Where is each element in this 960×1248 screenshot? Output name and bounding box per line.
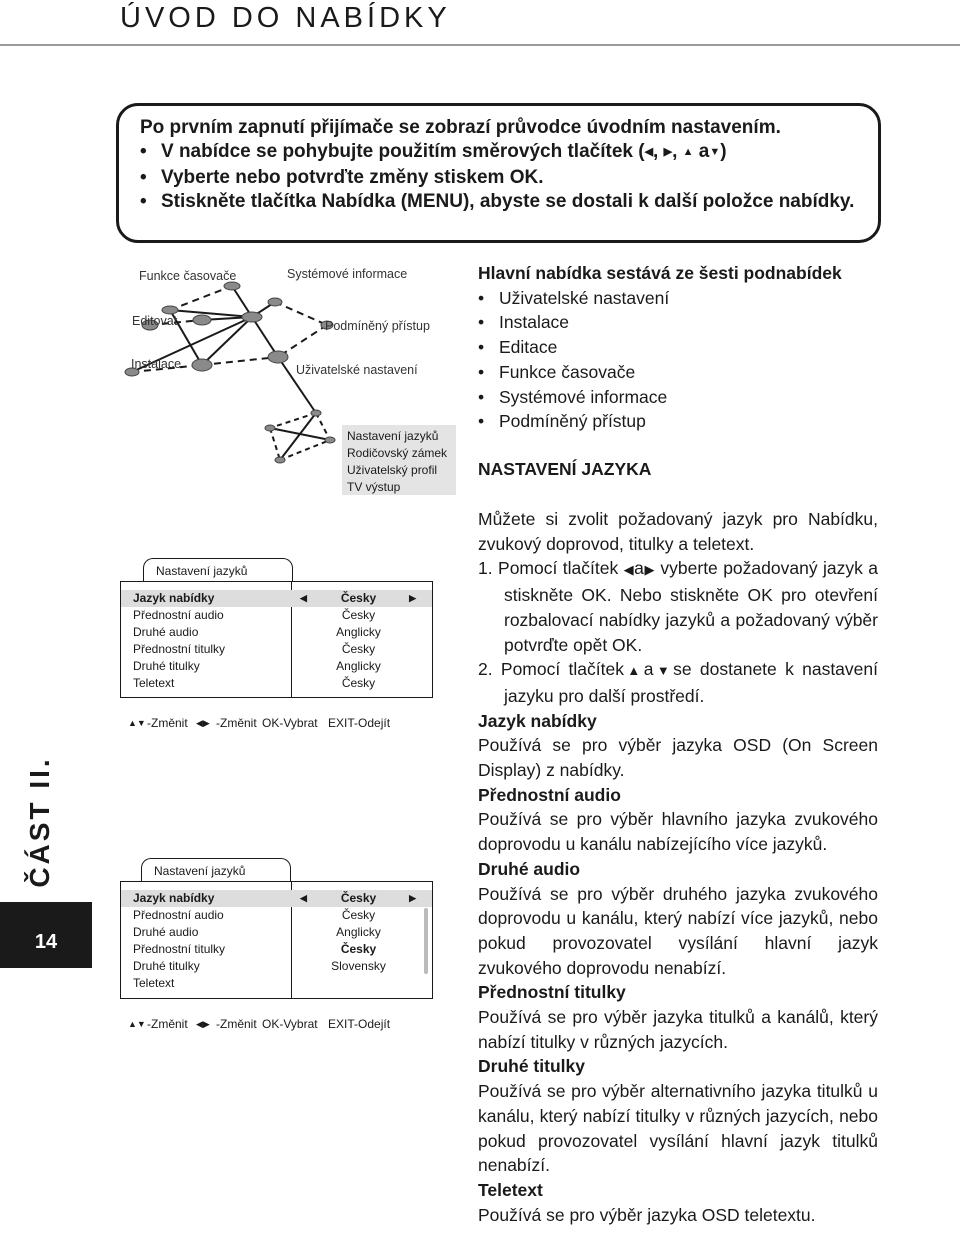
diagram-label-conditional-access: Podmíněný přístup bbox=[325, 319, 430, 333]
left-right-arrow-icon: ◀▶ bbox=[196, 1019, 210, 1029]
section-text: Používá se pro výběr hlavního jazyka zvukového doprovodu u kanálu nabízejícího více jazyků. bbox=[478, 809, 878, 855]
section-heading: Druhé titulky bbox=[478, 1056, 585, 1077]
language-menu-2 bbox=[120, 881, 433, 999]
intro-text bbox=[140, 116, 880, 214]
up-down-arrow-icon: ▲▼ bbox=[128, 718, 146, 728]
section-label: ČÁST II. bbox=[24, 756, 55, 888]
right-arrow-icon: ▶ bbox=[643, 562, 655, 578]
section-text: Používá se pro výběr jazyka OSD (On Screen Display) z nabídky. bbox=[478, 735, 878, 781]
right-arrow-icon[interactable]: ▶ bbox=[409, 893, 416, 903]
menu-row[interactable]: Přednostní audio Česky bbox=[133, 608, 376, 622]
main-menu-item: • Instalace bbox=[478, 310, 878, 335]
main-menu-heading: Hlavní nabídka sestává ze šesti podnabídek bbox=[478, 263, 842, 283]
submenu-item: TV výstup bbox=[347, 480, 401, 494]
up-down-arrow-icon: ▲▼ bbox=[128, 1019, 146, 1029]
dropdown-scrollbar[interactable] bbox=[424, 908, 428, 974]
menu-row-selected[interactable]: Jazyk nabídky ◀ Česky ▶ bbox=[121, 890, 432, 907]
language-menu-1 bbox=[120, 581, 433, 698]
main-menu-description bbox=[478, 261, 878, 434]
intro-bullet-navigation: • V nabídce se pohybujte použitím směrových tlačítek (◀, ▶, ▲ a▼) bbox=[140, 140, 880, 166]
main-menu-item: • Uživatelské nastavení bbox=[478, 286, 878, 311]
up-arrow-icon: ▲ bbox=[682, 146, 694, 158]
left-arrow-icon[interactable]: ◀ bbox=[300, 893, 307, 903]
diagram-label-edit: Editovat bbox=[132, 314, 178, 328]
user-settings-submenu bbox=[342, 425, 456, 495]
left-right-arrow-icon: ◀▶ bbox=[196, 718, 210, 728]
submenu-item: Nastavení jazyků bbox=[347, 429, 439, 443]
main-menu-item: • Podmíněný přístup bbox=[478, 409, 878, 434]
left-arrow-icon: ◀ bbox=[644, 146, 654, 158]
right-arrow-icon[interactable]: ▶ bbox=[409, 593, 416, 603]
step-1: 1. Pomocí tlačítek ◀a▶ vyberte požadovaný jazyk a stiskněte OK. Nebo stiskněte OK pro otevření rozbalovací nabídky jazyků a požadovaný výběr potvrďte opět OK. bbox=[478, 558, 878, 655]
menu-row[interactable]: Teletext bbox=[133, 976, 175, 990]
main-menu-item: • Editace bbox=[478, 335, 878, 360]
diagram-label-timer: Funkce časovače bbox=[139, 269, 237, 283]
menu2-title-tab: Nastavení jazyků bbox=[141, 858, 291, 882]
diagram-label-user-settings: Uživatelské nastavení bbox=[296, 363, 418, 377]
submenu-item: Uživatelský profil bbox=[347, 463, 438, 477]
submenu-item: Rodičovský zámek bbox=[347, 446, 448, 460]
menu-row[interactable]: Přednostní audio Česky bbox=[133, 908, 376, 922]
diagram-label-system-info: Systémové informace bbox=[287, 267, 408, 281]
menu-row[interactable]: Druhé titulky Anglicky bbox=[133, 659, 381, 673]
left-arrow-icon: ◀ bbox=[623, 562, 635, 578]
section-text: Používá se pro výběr jazyka titulků a kanálů, který nabízí titulky v různých jazycích. bbox=[478, 1007, 878, 1052]
menu-row[interactable]: Přednostní titulky Česky bbox=[133, 642, 376, 656]
menu-row-selected[interactable]: Jazyk nabídky ◀ Česky ▶ bbox=[121, 590, 432, 607]
intro-bullet-confirm: • Vyberte nebo potvrďte změny stiskem OK. bbox=[140, 166, 880, 190]
down-arrow-icon: ▼ bbox=[653, 663, 674, 679]
section-heading: Jazyk nabídky bbox=[478, 710, 597, 731]
intro-bullet-menu: • Stiskněte tlačítka Nabídka (MENU), abyste se dostali k další položce nabídky. bbox=[140, 190, 880, 214]
header-divider bbox=[0, 44, 960, 46]
menu1-title-tab: Nastavení jazyků bbox=[143, 558, 293, 582]
step-2: 2. Pomocí tlačítek▲a▼se dostanete k nastavení jazyku pro další prostředí. bbox=[478, 659, 878, 706]
left-arrow-icon[interactable]: ◀ bbox=[300, 593, 307, 603]
main-menu-item: • Funkce časovače bbox=[478, 360, 878, 385]
up-arrow-icon: ▲ bbox=[623, 663, 644, 679]
menu-row[interactable]: Teletext Česky bbox=[133, 676, 376, 690]
section-text: Používá se pro výběr druhého jazyka zvukového doprovodu u kanálu, který nabízí více jazyků, nebo pokud provozovatel vysílání hlavní jazyk zvukového doprovodu nenabízí. bbox=[478, 883, 878, 978]
section-text: Používá se pro výběr alternativního jazyka titulků u kanálu, který nabízí titulky v různých jazycích, nebo pokud provozovatel vysílání hlavní jazyk titulků nenabízí. bbox=[478, 1081, 878, 1176]
down-arrow-icon: ▼ bbox=[709, 146, 721, 158]
section-text: Používá se pro výběr jazyka OSD teletextu. bbox=[478, 1204, 816, 1225]
section-heading: Přednostní audio bbox=[478, 784, 621, 805]
section-heading: Druhé audio bbox=[478, 858, 581, 879]
menu-row[interactable]: Druhé audio Anglicky bbox=[133, 925, 381, 939]
section-heading: Teletext bbox=[478, 1179, 543, 1200]
menu-row[interactable]: Druhé titulky Slovensky bbox=[133, 959, 386, 973]
section-heading: Přednostní titulky bbox=[478, 982, 626, 1003]
main-menu-item: • Systémové informace bbox=[478, 385, 878, 410]
language-settings-heading: NASTAVENÍ JAZYKA bbox=[478, 459, 652, 479]
diagram-label-installation: Instalace bbox=[131, 357, 182, 371]
language-settings-body bbox=[478, 507, 878, 1227]
menu-row[interactable]: Přednostní titulky Česky bbox=[133, 942, 377, 956]
page-title: ÚVOD DO NABÍDKY bbox=[120, 2, 451, 34]
right-arrow-icon: ▶ bbox=[663, 146, 673, 158]
menu-row[interactable]: Druhé audio Anglicky bbox=[133, 625, 381, 639]
page-number: 14 bbox=[0, 902, 92, 968]
language-intro: Můžete si zvolit požadovaný jazyk pro Nabídku, zvukový doprovod, titulky a teletext. bbox=[478, 509, 878, 554]
intro-line: Po prvním zapnutí přijímače se zobrazí průvodce úvodním nastavením. bbox=[140, 117, 781, 138]
